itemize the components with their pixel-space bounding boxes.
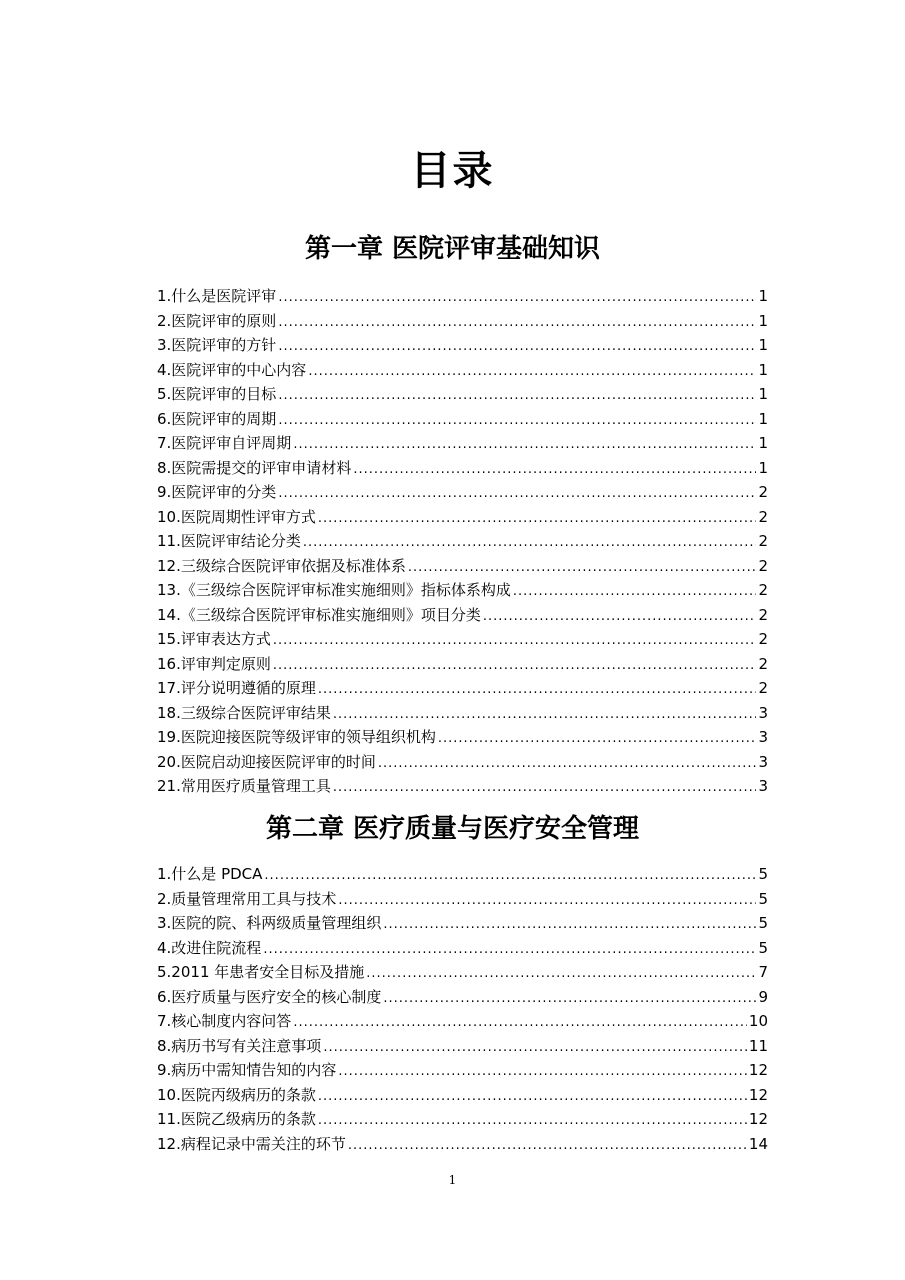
toc-dot-leader (278, 286, 756, 311)
toc-entry-page-number: 12 (748, 1085, 768, 1104)
toc-entry-page-number: 2 (758, 654, 768, 673)
toc-entry-page-number: 2 (758, 630, 768, 648)
toc-entry-title: 9.医院评审的分类 (157, 483, 277, 501)
toc-dot-leader (293, 1011, 747, 1036)
toc-entry[interactable] (157, 382, 768, 407)
toc-dot-leader (338, 889, 756, 914)
toc-entry[interactable] (157, 862, 768, 887)
toc-entry-page-number: 2 (758, 679, 768, 697)
toc-entry-title: 20.医院启动迎接医院评审的时间 (157, 752, 376, 771)
toc-entry-page-number: 1 (758, 336, 768, 354)
toc-entry-page-number: 12 (748, 1110, 768, 1128)
toc-entry-page-number: 1 (758, 360, 768, 379)
toc-dot-leader (278, 335, 756, 360)
toc-entry[interactable] (157, 936, 768, 961)
toc-entry-page-number: 12 (748, 1061, 768, 1079)
toc-entry-page-number: 14 (748, 1134, 768, 1153)
toc-entry[interactable] (157, 554, 768, 579)
toc-dot-leader (318, 1085, 747, 1110)
toc-entry-title: 7.核心制度内容问答 (157, 1012, 292, 1030)
toc-entry-page-number: 9 (758, 987, 768, 1006)
toc-entry-title: 4.医院评审的中心内容 (157, 360, 307, 379)
chapter-2 (0, 811, 905, 847)
toc-dot-leader (273, 654, 757, 679)
toc-entry[interactable] (157, 309, 768, 334)
toc-entry-page-number: 1 (758, 434, 768, 452)
toc-dot-leader (338, 1060, 747, 1085)
toc-entry[interactable] (157, 1107, 768, 1132)
toc-dot-leader (273, 629, 757, 654)
toc-entry-title: 12.病程记录中需关注的环节 (157, 1134, 346, 1153)
toc-dot-leader (378, 752, 757, 777)
toc-dot-leader (278, 482, 756, 507)
toc-entry-title: 15.评审表达方式 (157, 630, 271, 648)
toc-dot-leader (264, 864, 756, 889)
toc-entry-title: 18.三级综合医院评审结果 (157, 703, 331, 722)
toc-entry[interactable] (157, 1083, 768, 1108)
toc-entry-page-number: 1 (758, 458, 768, 477)
toc-entry[interactable] (157, 887, 768, 912)
toc-entry-title: 6.医疗质量与医疗安全的核心制度 (157, 987, 382, 1006)
toc-entry-title: 3.医院评审的方针 (157, 336, 277, 354)
toc-entry-title: 6.医院评审的周期 (157, 409, 277, 428)
toc-entry-title: 16.评审判定原则 (157, 654, 271, 673)
toc-entry-page-number: 2 (758, 532, 768, 550)
toc-entry[interactable] (157, 284, 768, 309)
toc-entry-title: 5.2011 年患者安全目标及措施 (157, 963, 365, 981)
toc-entry[interactable] (157, 1009, 768, 1034)
toc-entry[interactable] (157, 1132, 768, 1157)
toc-entry-title: 8.医院需提交的评审申请材料 (157, 458, 352, 477)
toc-dot-leader (348, 1134, 747, 1159)
toc-entry-title: 19.医院迎接医院等级评审的领导组织机构 (157, 728, 436, 746)
toc-dot-leader (513, 580, 757, 605)
toc-dot-leader (293, 433, 756, 458)
toc-entry[interactable] (157, 578, 768, 603)
toc-entry-page-number: 1 (758, 409, 768, 428)
toc-entry-page-number: 5 (758, 865, 768, 883)
toc-dot-leader (318, 678, 757, 703)
toc-entry-page-number: 1 (758, 287, 768, 305)
toc-dot-leader (333, 703, 757, 728)
toc-dot-leader (318, 1109, 747, 1134)
toc-entry[interactable] (157, 701, 768, 726)
toc-entry-title: 4.改进住院流程 (157, 938, 262, 957)
toc-entry-title: 1.什么是医院评审 (157, 287, 277, 305)
toc-entry-title: 12.三级综合医院评审依据及标准体系 (157, 556, 406, 575)
toc-entry-title: 13.《三级综合医院评审标准实施细则》指标体系构成 (157, 581, 511, 599)
toc-entry[interactable] (157, 1034, 768, 1059)
toc-entry-page-number: 5 (758, 914, 768, 932)
toc-entry-page-number: 3 (758, 703, 768, 722)
toc-dot-leader (303, 531, 757, 556)
toc-entry-page-number: 2 (758, 507, 768, 526)
toc-entry[interactable] (157, 480, 768, 505)
toc-entry-title: 2.医院评审的原则 (157, 311, 277, 330)
chapter-title: 第一章 医院评审基础知识 (304, 234, 601, 264)
toc-dot-leader (323, 1036, 747, 1061)
toc-dot-leader (353, 458, 756, 483)
toc-dot-leader (263, 938, 756, 963)
toc-entry[interactable] (157, 652, 768, 677)
toc-entry-page-number: 2 (758, 605, 768, 624)
toc-entry-page-number: 3 (758, 777, 768, 795)
toc-dot-leader (278, 409, 756, 434)
toc-entry-page-number: 5 (758, 938, 768, 957)
toc-dot-leader (278, 384, 756, 409)
toc-entry-page-number: 3 (758, 752, 768, 771)
toc-entry[interactable] (157, 603, 768, 628)
toc-entry-title: 1.什么是 PDCA (157, 865, 263, 883)
toc-entry-page-number: 2 (758, 556, 768, 575)
toc-entry[interactable] (157, 431, 768, 456)
toc-entry-title: 11.医院评审结论分类 (157, 532, 301, 550)
chapter-title: 第二章 医疗质量与医疗安全管理 (265, 814, 640, 844)
toc-entry[interactable] (157, 676, 768, 701)
toc-entry-page-number: 10 (748, 1012, 768, 1030)
toc-dot-leader (366, 962, 756, 987)
toc-entry[interactable] (157, 960, 768, 985)
toc-entry[interactable] (157, 529, 768, 554)
chapter-1 (0, 231, 905, 267)
page-number: 1 (448, 1173, 457, 1187)
toc-entry-page-number: 11 (748, 1036, 768, 1055)
toc-entry-page-number: 5 (758, 889, 768, 908)
toc-dot-leader (483, 605, 757, 630)
toc-entry-page-number: 2 (758, 581, 768, 599)
toc-entry-title: 2.质量管理常用工具与技术 (157, 889, 337, 908)
toc-dot-leader (278, 311, 756, 336)
toc-dot-leader (408, 556, 757, 581)
toc-dot-leader (318, 507, 757, 532)
toc-entry[interactable] (157, 358, 768, 383)
toc-entry[interactable] (157, 750, 768, 775)
toc-entry[interactable] (157, 333, 768, 358)
toc-entry[interactable] (157, 725, 768, 750)
toc-dot-leader (308, 360, 756, 385)
toc-list-chapter-1 (157, 284, 768, 799)
toc-entry-title: 7.医院评审自评周期 (157, 434, 292, 452)
toc-entry[interactable] (157, 627, 768, 652)
toc-entry-title: 11.医院乙级病历的条款 (157, 1110, 316, 1128)
toc-entry[interactable] (157, 456, 768, 481)
toc-dot-leader (438, 727, 757, 752)
toc-entry-title: 8.病历书写有关注意事项 (157, 1036, 322, 1055)
toc-dot-leader (383, 987, 756, 1012)
toc-entry[interactable] (157, 985, 768, 1010)
page-title: 目录 (410, 147, 495, 194)
toc-list-chapter-2 (157, 862, 768, 1156)
toc-entry-page-number: 3 (758, 728, 768, 746)
toc-entry-title: 14.《三级综合医院评审标准实施细则》项目分类 (157, 605, 481, 624)
toc-dot-leader (383, 913, 756, 938)
toc-entry-title: 3.医院的院、科两级质量管理组织 (157, 914, 382, 932)
toc-entry[interactable] (157, 407, 768, 432)
toc-entry-page-number: 1 (758, 385, 768, 403)
toc-entry[interactable] (157, 911, 768, 936)
toc-entry-title: 9.病历中需知情告知的内容 (157, 1061, 337, 1079)
toc-entry[interactable] (157, 505, 768, 530)
toc-entry-title: 21.常用医疗质量管理工具 (157, 777, 331, 795)
toc-entry-page-number: 2 (758, 483, 768, 501)
toc-entry-title: 17.评分说明遵循的原理 (157, 679, 316, 697)
toc-entry[interactable] (157, 1058, 768, 1083)
toc-entry[interactable] (157, 774, 768, 799)
toc-entry-page-number: 1 (758, 311, 768, 330)
toc-entry-page-number: 7 (758, 963, 768, 981)
toc-entry-title: 5.医院评审的目标 (157, 385, 277, 403)
toc-entry-title: 10.医院丙级病历的条款 (157, 1085, 316, 1104)
toc-dot-leader (333, 776, 757, 801)
toc-entry-title: 10.医院周期性评审方式 (157, 507, 316, 526)
